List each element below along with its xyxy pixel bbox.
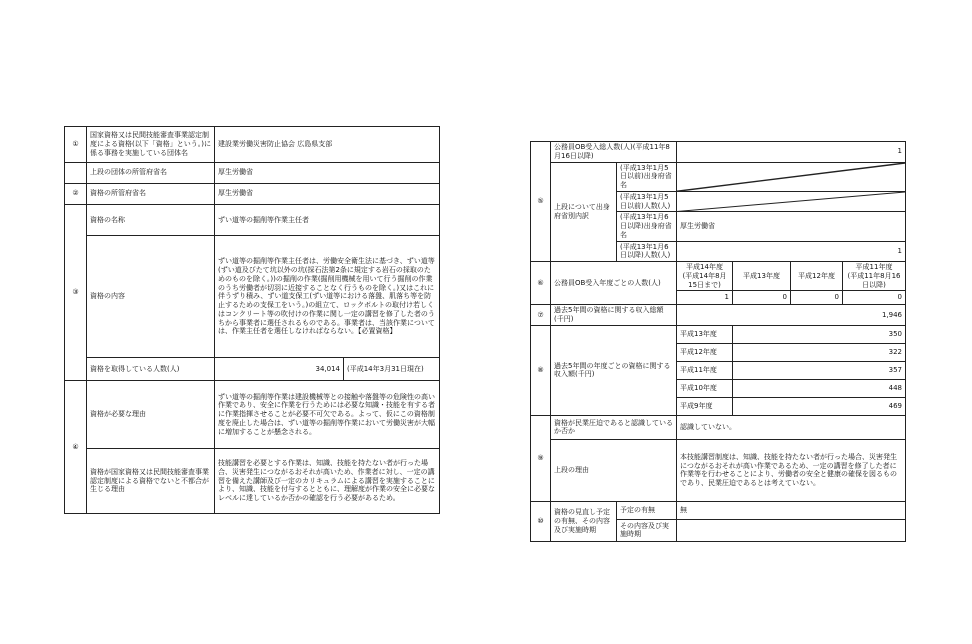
row-number-4: ④ xyxy=(65,381,87,514)
qual-name-value: ずい道等の掘削等作業主任者 xyxy=(215,204,440,236)
ob-year-header: 平成12年度 xyxy=(791,262,843,291)
income-total-value: 1,946 xyxy=(677,305,906,326)
ob-breakdown-row-value xyxy=(677,162,906,191)
income-year-value: 350 xyxy=(733,325,906,343)
need-reason-value: ずい道等の掘削等作業は建設機械等との接触や落盤等の危険性の高い作業であり、安全に作業を行うためには必要な知識・技能を有する者に作業指揮させることが必要不可欠である。よって、仮にこの資格制度を廃止した場合は、ずい道等の掘削等作業において労働災害が大幅に増加することが懸念される。 xyxy=(215,381,440,448)
row-number-1: ① xyxy=(65,127,87,163)
ob-total-label: 公務員OB受入総人数(人)(平成11年8月16日以降) xyxy=(551,142,677,163)
row-number-6: ⑥ xyxy=(531,262,551,305)
ob-year-value: 0 xyxy=(733,291,791,305)
review-plan-label: 予定の有無 xyxy=(617,501,677,519)
ob-total-value: 1 xyxy=(677,142,906,163)
competition-value: 認識していない。 xyxy=(677,415,906,439)
national-reason-value: 技能講習を必要とする作業は、知識、技能を持たない者が行った場合、災害発生につながるおそれが高いため、作業者に対し、一定の講習を備えた講師及び一定のカリキュラムによる講習を実施することにより、知識、技能を付与するとともに、理解度が作業の安全に必要なレベルに達しているか否かの確認を行う必要があるため。 xyxy=(215,448,440,513)
ob-breakdown-row-label: (平成13年1月6日以降)出身府省名 xyxy=(617,212,677,241)
income-year-label: 平成12年度 xyxy=(677,343,733,361)
holders-value: 34,014 xyxy=(215,358,344,381)
national-reason-label: 資格が国家資格又は民間技能審査事業認定制度による資格でないと不都合が生じる理由 xyxy=(87,448,215,513)
income-year-label: 平成9年度 xyxy=(677,397,733,415)
ob-year-header: 平成13年度 xyxy=(733,262,791,291)
row-number-2: ② xyxy=(65,183,87,204)
income-year-value: 469 xyxy=(733,397,906,415)
income-year-value: 448 xyxy=(733,379,906,397)
qual-content-value: ずい道等の掘削等作業主任者は、労働安全衛生法に基づき、ずい道等(ずい道及びたて坑以外の坑(採石法第2条に規定する岩石の採取のためのものを除く。))の掘削の作業(掘削用機械を用いて行う掘削の作業のうち労働者が切羽に近接することなく行うものを除く。)又はこれに伴うずり積み、ずい道支保工(ずい道等における落盤、肌落ち等を防止するための支保工をいう。)の組立て、ロックボルトの取付け若しくはコンクリート等の吹付けの作業に関し一定の講習を修了した者のうちから事業者に選任されるものである。事業者は、当該作業については、作業主任者を選任しなければならない。【必置資格】 xyxy=(215,236,440,358)
left-form-table xyxy=(64,126,440,514)
row-number-8: ⑧ xyxy=(531,325,551,415)
competition-reason-label: 上段の理由 xyxy=(551,439,677,501)
ob-breakdown-row-value: 厚生労働省 xyxy=(677,212,906,241)
ob-year-value: 0 xyxy=(791,291,843,305)
holders-label: 資格を取得している人数(人) xyxy=(87,358,215,381)
row-number-9: ⑨ xyxy=(531,415,551,501)
row-number-3: ③ xyxy=(65,204,87,381)
income-year-value: 357 xyxy=(733,361,906,379)
org-ministry-value: 厚生労働省 xyxy=(215,162,440,183)
review-detail-value xyxy=(677,519,906,541)
ob-breakdown-label: 上段について出身府省別内訳 xyxy=(551,162,617,262)
holders-note: (平成14年3月31日現在) xyxy=(343,358,439,381)
income-yearly-label: 過去5年間の年度ごとの資格に関する収入額(千円) xyxy=(551,325,677,415)
ob-breakdown-row-label: (平成13年1月5日以前)人数(人) xyxy=(617,191,677,212)
row-number-10: ⑩ xyxy=(531,501,551,541)
right-form-table xyxy=(530,141,906,542)
income-total-label: 過去5年間の資格に関する収入総額(千円) xyxy=(551,305,677,326)
right-form-page xyxy=(530,141,906,539)
qual-ministry-label: 資格の所管府省名 xyxy=(87,183,215,204)
competition-label: 資格が民業圧迫であると認識しているか否か xyxy=(551,415,677,439)
qual-name-label: 資格の名称 xyxy=(87,204,215,236)
need-reason-label: 資格が必要な理由 xyxy=(87,381,215,448)
ob-year-value: 0 xyxy=(843,291,906,305)
row-number-7: ⑦ xyxy=(531,305,551,326)
ob-year-header: 平成11年度 (平成11年8月16日以降) xyxy=(843,262,906,291)
review-plan-value: 無 xyxy=(677,501,906,519)
qual-ministry-value: 厚生労働省 xyxy=(215,183,440,204)
review-label: 資格の見直し予定の有無、その内容及び実施時期 xyxy=(551,501,617,541)
ob-breakdown-row-value: 1 xyxy=(677,241,906,262)
ob-year-header: 平成14年度 (平成14年8月15日まで) xyxy=(677,262,733,291)
qual-content-label: 資格の内容 xyxy=(87,236,215,358)
row-number-5: ⑤ xyxy=(531,142,551,262)
ob-year-value: 1 xyxy=(677,291,733,305)
ob-breakdown-row-label: (平成13年1月6日以降)人数(人) xyxy=(617,241,677,262)
org-ministry-label: 上段の団体の所管府省名 xyxy=(87,162,215,183)
ob-yearly-label: 公務員OB受入年度ごとの人数(人) xyxy=(551,262,677,305)
income-year-value: 322 xyxy=(733,343,906,361)
org-name-value: 建設業労働災害防止協会 広島県支部 xyxy=(215,127,440,163)
income-year-label: 平成11年度 xyxy=(677,361,733,379)
income-year-label: 平成13年度 xyxy=(677,325,733,343)
ob-breakdown-row-label: (平成13年1月5日以前)出身府省名 xyxy=(617,162,677,191)
left-form-page xyxy=(64,126,440,514)
org-name-label: 国家資格又は民間技能審査事業認定制度による資格(以下「資格」という。)に係る事務を実施している団体名 xyxy=(87,127,215,163)
competition-reason-value: 本技能講習制度は、知識、技能を持たない者が行った場合、災害発生につながるおそれが高い作業であるため、一定の講習を修了した者に作業等を行わせることにより、労働者の安全と健康の確保を図るものであり、民業圧迫であるとは考えていない。 xyxy=(677,439,906,501)
income-year-label: 平成10年度 xyxy=(677,379,733,397)
review-detail-label: その内容及び実施時期 xyxy=(617,519,677,541)
ob-breakdown-row-value xyxy=(677,191,906,212)
